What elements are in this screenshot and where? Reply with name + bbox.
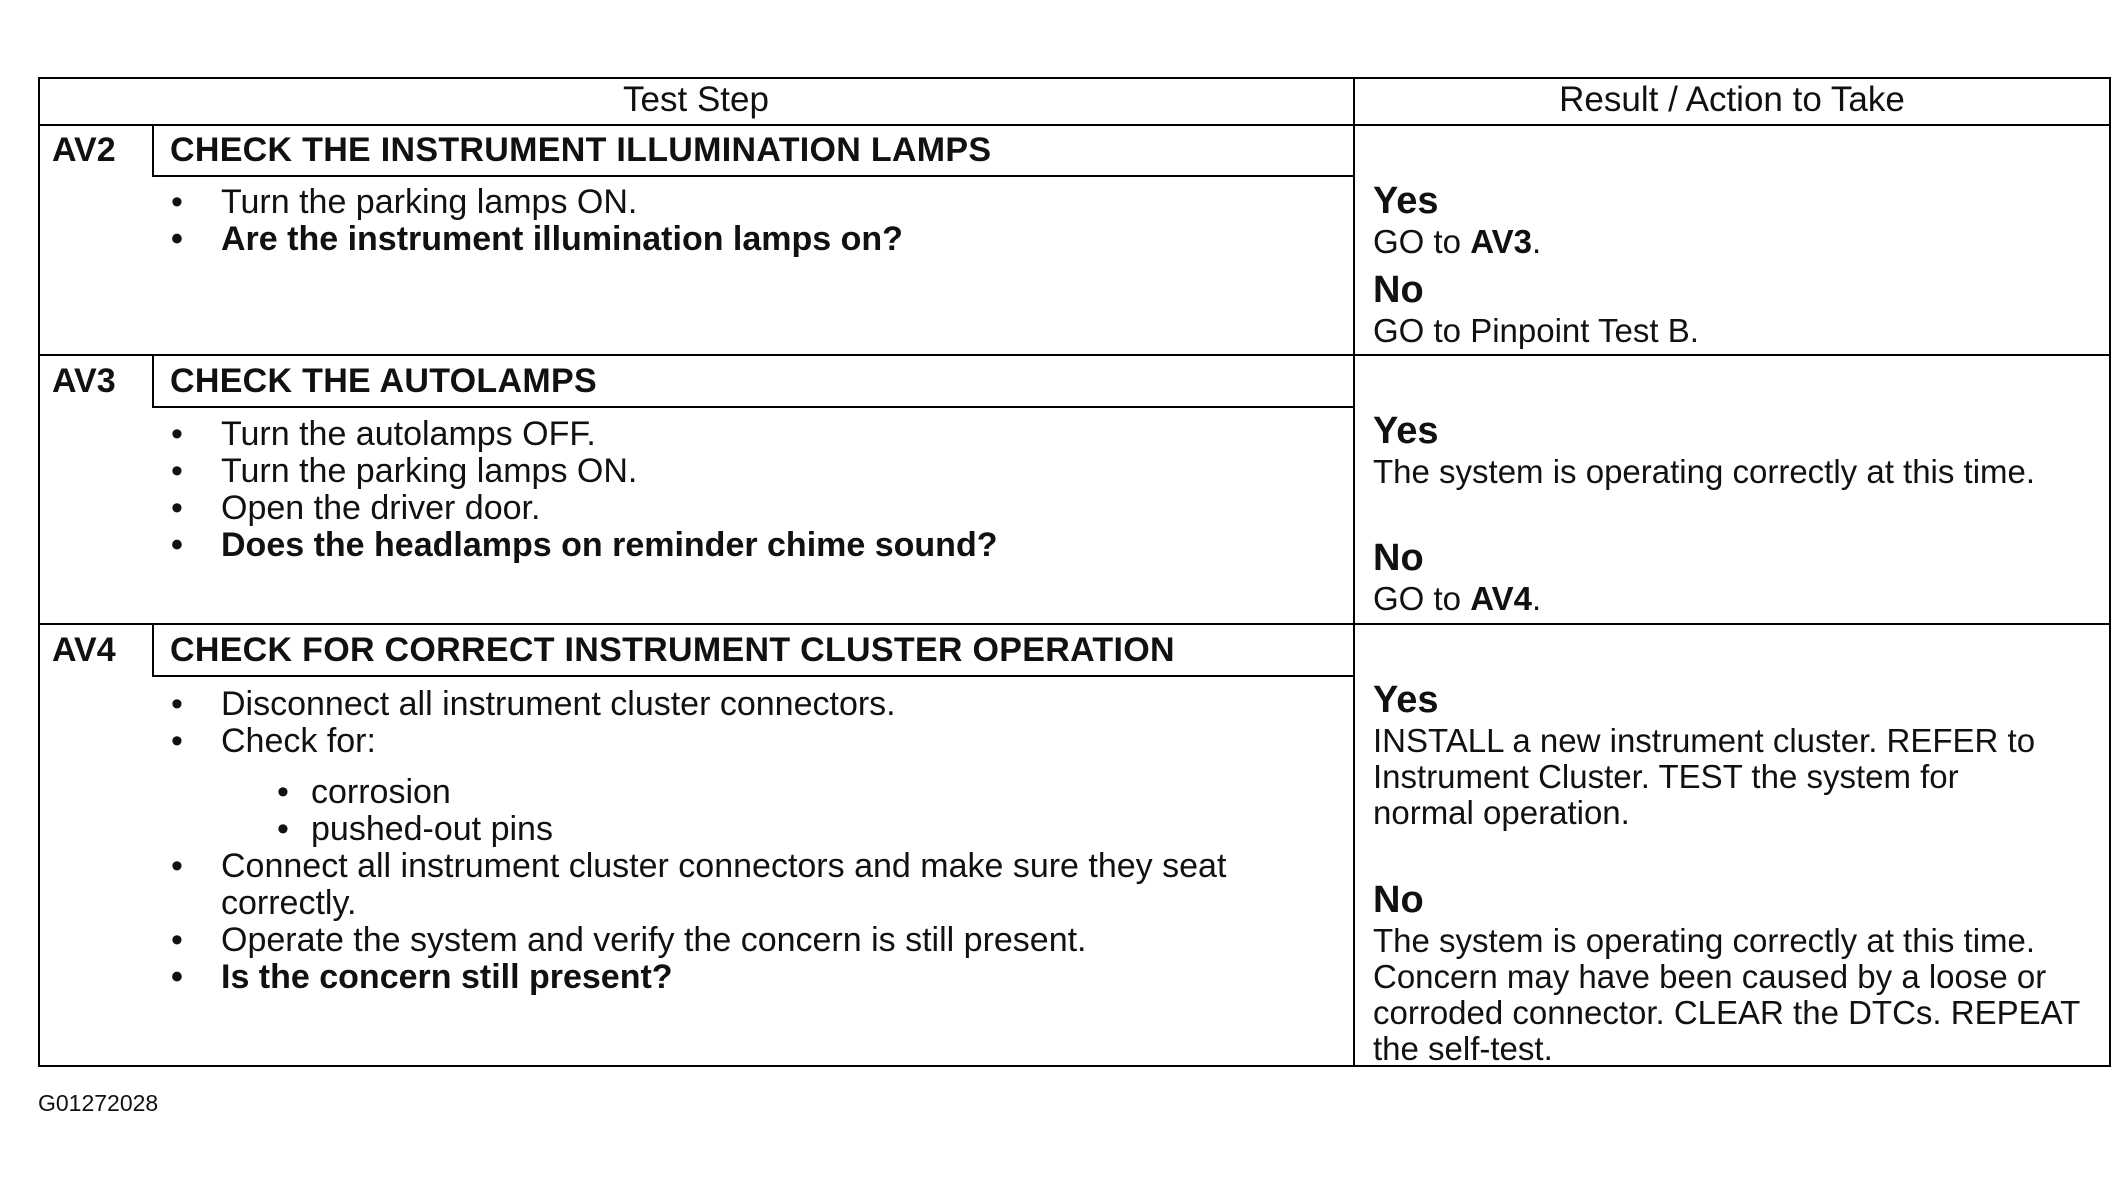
result-no: No The system is operating correctly at this time. Concern may have been caused by a loose or corroded connector. CLEAR the DTCs. REPEAT the self-test.: [1373, 877, 2093, 1067]
title-divider-av3: [152, 406, 1353, 408]
list-item: • Turn the autolamps OFF.: [171, 415, 596, 453]
code-divider-av4: [152, 625, 154, 675]
list-item: • Disconnect all instrument cluster connectors.: [171, 685, 896, 723]
goto-step-link: AV4: [1470, 580, 1532, 617]
list-item-question: • Are the instrument illumination lamps on?: [171, 220, 903, 258]
step-code: AV2: [52, 131, 116, 169]
step-list: [165, 416, 998, 564]
bullet: •: [171, 921, 183, 959]
bullet: •: [171, 183, 183, 221]
bullet: •: [171, 452, 183, 490]
step-list: [165, 184, 903, 258]
result-yes: Yes The system is operating correctly at this time.: [1373, 408, 2093, 490]
list-item: • Operate the system and verify the concern is still present.: [171, 921, 1087, 959]
goto-step-link: AV3: [1470, 223, 1532, 260]
code-divider-av2: [152, 125, 154, 175]
figure-id: G01272028: [38, 1090, 159, 1116]
bullet: •: [171, 526, 183, 564]
list-item-question: • Does the headlamps on reminder chime sound?: [171, 526, 998, 564]
list-item-question: • Is the concern still present?: [171, 958, 673, 996]
list-item: • Open the driver door.: [171, 489, 541, 527]
step-code: AV3: [52, 362, 116, 400]
list-item: • Check for: • corrosion • pushed-out pins: [165, 723, 1315, 848]
bullet: •: [171, 685, 183, 723]
column-divider: [1353, 78, 1355, 1066]
step-list: [165, 686, 1315, 996]
bullet: •: [171, 415, 183, 453]
no-label: No: [1373, 269, 1424, 311]
list-item: • Turn the parking lamps ON.: [171, 452, 638, 490]
step-title: CHECK THE INSTRUMENT ILLUMINATION LAMPS: [170, 131, 992, 169]
result-no: No GO to AV4.: [1373, 535, 2093, 617]
yes-label: Yes: [1373, 180, 1439, 222]
title-divider-av4: [152, 675, 1353, 677]
bullet: •: [171, 847, 183, 885]
bullet: •: [277, 810, 289, 848]
list-item: • Turn the parking lamps ON.: [171, 183, 638, 221]
list-item: • Connect all instrument cluster connectors and make sure they seat correctly.: [171, 847, 1227, 922]
bullet: •: [171, 489, 183, 527]
step-code: AV4: [52, 631, 116, 669]
header-test-step: Test Step: [623, 80, 769, 119]
step-title: CHECK FOR CORRECT INSTRUMENT CLUSTER OPERATION: [170, 631, 1175, 669]
yes-label: Yes: [1373, 679, 1439, 721]
result-yes: Yes INSTALL a new instrument cluster. REFER to Instrument Cluster. TEST the system for normal operation.: [1373, 677, 2053, 831]
bullet: •: [171, 958, 183, 996]
sub-list-item: • corrosion: [277, 773, 451, 811]
result-yes: Yes GO to AV3.: [1373, 178, 2093, 260]
sub-list: [221, 774, 1315, 848]
header-result: Result / Action to Take: [1559, 80, 1905, 119]
title-divider-av2: [152, 175, 1353, 177]
bullet: •: [277, 773, 289, 811]
step-title: CHECK THE AUTOLAMPS: [170, 362, 597, 400]
code-divider-av3: [152, 356, 154, 406]
no-label: No: [1373, 879, 1424, 921]
no-label: No: [1373, 537, 1424, 579]
yes-label: Yes: [1373, 410, 1439, 452]
bullet: •: [171, 220, 183, 258]
bullet: •: [171, 722, 183, 760]
result-no: No GO to Pinpoint Test B.: [1373, 267, 2093, 349]
sub-list-item: • pushed-out pins: [277, 810, 553, 848]
